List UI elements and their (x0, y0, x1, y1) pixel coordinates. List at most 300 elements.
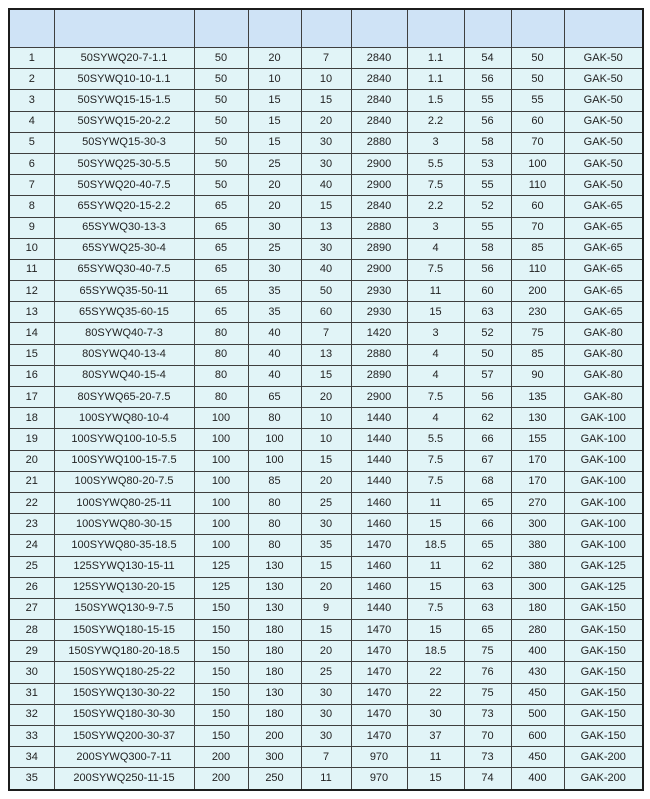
table-row (9, 535, 643, 556)
cell-speed: 1470 (351, 704, 407, 725)
cell-head: 15 (301, 620, 351, 641)
cell-power: 2.2 (407, 196, 464, 217)
cell-power: 3 (407, 217, 464, 238)
cell-flow: 100 (248, 429, 301, 450)
cell-model: 65SYWQ30-13-3 (54, 217, 194, 238)
cell-speed: 1440 (351, 408, 407, 429)
cell-outlet: 150 (194, 620, 248, 641)
cell-coupling: GAK-150 (564, 620, 643, 641)
cell-flow: 80 (248, 535, 301, 556)
cell-head: 9 (301, 598, 351, 619)
cell-outlet: 50 (194, 111, 248, 132)
cell-coupling: GAK-100 (564, 429, 643, 450)
table-row (9, 408, 643, 429)
cell-efficiency: 60 (464, 281, 511, 302)
cell-weight: 430 (511, 662, 564, 683)
cell-power: 22 (407, 662, 464, 683)
cell-power: 4 (407, 238, 464, 259)
cell-coupling: GAK-50 (564, 153, 643, 174)
cell-speed: 1470 (351, 726, 407, 747)
cell-no: 33 (9, 726, 54, 747)
cell-no: 5 (9, 132, 54, 153)
cell-model: 50SYWQ20-40-7.5 (54, 175, 194, 196)
cell-weight: 135 (511, 387, 564, 408)
cell-efficiency: 66 (464, 429, 511, 450)
cell-power: 1.1 (407, 69, 464, 90)
cell-no: 15 (9, 344, 54, 365)
table-row (9, 747, 643, 768)
table-row (9, 620, 643, 641)
cell-coupling: GAK-65 (564, 196, 643, 217)
cell-model: 125SYWQ130-20-15 (54, 577, 194, 598)
cell-coupling: GAK-80 (564, 365, 643, 386)
cell-speed: 1470 (351, 641, 407, 662)
cell-coupling: GAK-50 (564, 175, 643, 196)
cell-model: 50SYWQ15-15-1.5 (54, 90, 194, 111)
cell-coupling: GAK-125 (564, 577, 643, 598)
cell-speed: 2840 (351, 90, 407, 111)
cell-flow: 65 (248, 387, 301, 408)
cell-weight: 75 (511, 323, 564, 344)
table-body (9, 48, 643, 790)
cell-speed: 1460 (351, 577, 407, 598)
cell-coupling: GAK-50 (564, 111, 643, 132)
cell-flow: 180 (248, 620, 301, 641)
table-row (9, 641, 643, 662)
cell-outlet: 100 (194, 514, 248, 535)
cell-power: 1.5 (407, 90, 464, 111)
cell-efficiency: 70 (464, 726, 511, 747)
cell-no: 18 (9, 408, 54, 429)
cell-head: 11 (301, 768, 351, 790)
cell-head: 10 (301, 408, 351, 429)
cell-coupling: GAK-65 (564, 217, 643, 238)
cell-speed: 970 (351, 768, 407, 790)
cell-efficiency: 75 (464, 683, 511, 704)
header-cell-outlet (194, 9, 248, 48)
cell-efficiency: 76 (464, 662, 511, 683)
cell-efficiency: 56 (464, 259, 511, 280)
table-row (9, 132, 643, 153)
cell-model: 65SYWQ30-40-7.5 (54, 259, 194, 280)
cell-head: 40 (301, 259, 351, 280)
cell-flow: 300 (248, 747, 301, 768)
cell-efficiency: 66 (464, 514, 511, 535)
cell-efficiency: 67 (464, 450, 511, 471)
cell-outlet: 100 (194, 492, 248, 513)
cell-efficiency: 62 (464, 556, 511, 577)
cell-coupling: GAK-100 (564, 408, 643, 429)
cell-efficiency: 65 (464, 535, 511, 556)
cell-flow: 200 (248, 726, 301, 747)
cell-flow: 130 (248, 683, 301, 704)
cell-weight: 400 (511, 768, 564, 790)
cell-power: 15 (407, 302, 464, 323)
cell-coupling: GAK-65 (564, 302, 643, 323)
cell-efficiency: 73 (464, 747, 511, 768)
cell-weight: 70 (511, 217, 564, 238)
cell-efficiency: 55 (464, 175, 511, 196)
cell-outlet: 150 (194, 641, 248, 662)
cell-outlet: 80 (194, 344, 248, 365)
cell-speed: 2930 (351, 281, 407, 302)
cell-coupling: GAK-150 (564, 662, 643, 683)
cell-weight: 300 (511, 577, 564, 598)
cell-flow: 180 (248, 704, 301, 725)
cell-head: 30 (301, 726, 351, 747)
cell-speed: 2890 (351, 238, 407, 259)
cell-head: 20 (301, 641, 351, 662)
cell-flow: 250 (248, 768, 301, 790)
cell-weight: 600 (511, 726, 564, 747)
cell-flow: 25 (248, 153, 301, 174)
cell-outlet: 80 (194, 387, 248, 408)
cell-no: 19 (9, 429, 54, 450)
table-row (9, 196, 643, 217)
cell-speed: 1470 (351, 535, 407, 556)
cell-no: 12 (9, 281, 54, 302)
cell-flow: 80 (248, 514, 301, 535)
cell-coupling: GAK-100 (564, 514, 643, 535)
table-row (9, 111, 643, 132)
table-row (9, 323, 643, 344)
cell-weight: 50 (511, 48, 564, 69)
cell-efficiency: 63 (464, 577, 511, 598)
cell-efficiency: 52 (464, 323, 511, 344)
cell-model: 50SYWQ10-10-1.1 (54, 69, 194, 90)
cell-model: 150SYWQ200-30-37 (54, 726, 194, 747)
cell-weight: 450 (511, 683, 564, 704)
cell-no: 26 (9, 577, 54, 598)
cell-weight: 100 (511, 153, 564, 174)
table-row (9, 175, 643, 196)
cell-flow: 130 (248, 598, 301, 619)
cell-power: 1.1 (407, 48, 464, 69)
header-cell-efficiency (464, 9, 511, 48)
cell-coupling: GAK-65 (564, 259, 643, 280)
cell-outlet: 50 (194, 48, 248, 69)
cell-head: 40 (301, 175, 351, 196)
cell-head: 10 (301, 69, 351, 90)
cell-flow: 180 (248, 641, 301, 662)
cell-speed: 1460 (351, 514, 407, 535)
cell-head: 30 (301, 514, 351, 535)
cell-power: 7.5 (407, 259, 464, 280)
cell-weight: 90 (511, 365, 564, 386)
table-row (9, 471, 643, 492)
cell-efficiency: 62 (464, 408, 511, 429)
cell-head: 7 (301, 747, 351, 768)
cell-flow: 20 (248, 196, 301, 217)
header-cell-model (54, 9, 194, 48)
cell-coupling: GAK-100 (564, 535, 643, 556)
cell-weight: 200 (511, 281, 564, 302)
cell-outlet: 125 (194, 577, 248, 598)
cell-model: 100SYWQ80-35-18.5 (54, 535, 194, 556)
cell-weight: 85 (511, 344, 564, 365)
cell-head: 30 (301, 132, 351, 153)
cell-efficiency: 57 (464, 365, 511, 386)
cell-power: 4 (407, 344, 464, 365)
cell-power: 37 (407, 726, 464, 747)
cell-model: 150SYWQ130-9-7.5 (54, 598, 194, 619)
cell-no: 2 (9, 69, 54, 90)
table-header-row (9, 9, 643, 48)
table-row (9, 662, 643, 683)
cell-model: 150SYWQ180-15-15 (54, 620, 194, 641)
table-row (9, 302, 643, 323)
table-row (9, 238, 643, 259)
cell-outlet: 65 (194, 238, 248, 259)
cell-power: 7.5 (407, 175, 464, 196)
cell-model: 100SYWQ80-20-7.5 (54, 471, 194, 492)
cell-power: 7.5 (407, 387, 464, 408)
table-row (9, 48, 643, 69)
cell-coupling: GAK-80 (564, 323, 643, 344)
cell-speed: 1470 (351, 683, 407, 704)
header-cell-flow (248, 9, 301, 48)
cell-head: 13 (301, 217, 351, 238)
cell-weight: 380 (511, 535, 564, 556)
cell-speed: 2930 (351, 302, 407, 323)
cell-speed: 2900 (351, 175, 407, 196)
cell-head: 35 (301, 535, 351, 556)
cell-flow: 80 (248, 492, 301, 513)
cell-outlet: 100 (194, 429, 248, 450)
table-row (9, 90, 643, 111)
cell-model: 100SYWQ80-25-11 (54, 492, 194, 513)
cell-power: 2.2 (407, 111, 464, 132)
cell-weight: 130 (511, 408, 564, 429)
cell-weight: 55 (511, 90, 564, 111)
cell-coupling: GAK-150 (564, 704, 643, 725)
cell-no: 30 (9, 662, 54, 683)
cell-model: 80SYWQ40-13-4 (54, 344, 194, 365)
cell-head: 50 (301, 281, 351, 302)
cell-power: 22 (407, 683, 464, 704)
cell-no: 7 (9, 175, 54, 196)
header-cell-head (301, 9, 351, 48)
cell-power: 7.5 (407, 471, 464, 492)
cell-head: 13 (301, 344, 351, 365)
cell-power: 11 (407, 556, 464, 577)
cell-flow: 20 (248, 48, 301, 69)
cell-efficiency: 58 (464, 238, 511, 259)
cell-head: 25 (301, 492, 351, 513)
cell-head: 20 (301, 577, 351, 598)
cell-weight: 280 (511, 620, 564, 641)
cell-no: 34 (9, 747, 54, 768)
cell-coupling: GAK-50 (564, 48, 643, 69)
cell-flow: 100 (248, 450, 301, 471)
cell-no: 32 (9, 704, 54, 725)
cell-outlet: 200 (194, 747, 248, 768)
cell-outlet: 150 (194, 683, 248, 704)
cell-model: 200SYWQ250-11-15 (54, 768, 194, 790)
cell-coupling: GAK-100 (564, 450, 643, 471)
cell-efficiency: 63 (464, 598, 511, 619)
cell-speed: 1460 (351, 556, 407, 577)
cell-flow: 35 (248, 281, 301, 302)
cell-no: 20 (9, 450, 54, 471)
cell-no: 14 (9, 323, 54, 344)
table-header (9, 9, 643, 48)
cell-weight: 155 (511, 429, 564, 450)
cell-model: 150SYWQ180-25-22 (54, 662, 194, 683)
cell-weight: 170 (511, 471, 564, 492)
cell-weight: 110 (511, 175, 564, 196)
cell-no: 31 (9, 683, 54, 704)
cell-weight: 400 (511, 641, 564, 662)
cell-model: 80SYWQ40-7-3 (54, 323, 194, 344)
table-row (9, 344, 643, 365)
cell-outlet: 65 (194, 302, 248, 323)
cell-no: 35 (9, 768, 54, 790)
cell-coupling: GAK-65 (564, 238, 643, 259)
cell-speed: 970 (351, 747, 407, 768)
cell-flow: 130 (248, 577, 301, 598)
cell-model: 100SYWQ80-30-15 (54, 514, 194, 535)
cell-head: 15 (301, 196, 351, 217)
cell-no: 24 (9, 535, 54, 556)
cell-outlet: 50 (194, 90, 248, 111)
cell-flow: 15 (248, 132, 301, 153)
cell-weight: 60 (511, 196, 564, 217)
cell-head: 10 (301, 429, 351, 450)
cell-power: 5.5 (407, 429, 464, 450)
table-row (9, 704, 643, 725)
cell-head: 7 (301, 48, 351, 69)
cell-outlet: 150 (194, 704, 248, 725)
cell-coupling: GAK-50 (564, 69, 643, 90)
cell-power: 15 (407, 514, 464, 535)
cell-head: 30 (301, 704, 351, 725)
cell-speed: 2900 (351, 259, 407, 280)
cell-outlet: 50 (194, 153, 248, 174)
cell-speed: 2840 (351, 111, 407, 132)
cell-power: 7.5 (407, 450, 464, 471)
table-row (9, 726, 643, 747)
cell-no: 11 (9, 259, 54, 280)
cell-head: 15 (301, 450, 351, 471)
table-row (9, 514, 643, 535)
cell-coupling: GAK-50 (564, 132, 643, 153)
cell-speed: 2840 (351, 48, 407, 69)
cell-model: 50SYWQ25-30-5.5 (54, 153, 194, 174)
cell-speed: 1470 (351, 662, 407, 683)
cell-no: 28 (9, 620, 54, 641)
cell-model: 100SYWQ100-15-7.5 (54, 450, 194, 471)
cell-efficiency: 74 (464, 768, 511, 790)
cell-power: 15 (407, 620, 464, 641)
cell-outlet: 100 (194, 408, 248, 429)
cell-outlet: 65 (194, 259, 248, 280)
cell-flow: 30 (248, 259, 301, 280)
cell-outlet: 80 (194, 365, 248, 386)
cell-power: 11 (407, 492, 464, 513)
cell-model: 150SYWQ180-20-18.5 (54, 641, 194, 662)
cell-weight: 380 (511, 556, 564, 577)
cell-head: 20 (301, 387, 351, 408)
cell-coupling: GAK-200 (564, 747, 643, 768)
cell-speed: 2880 (351, 132, 407, 153)
cell-speed: 2880 (351, 217, 407, 238)
cell-speed: 2900 (351, 153, 407, 174)
cell-weight: 50 (511, 69, 564, 90)
cell-power: 4 (407, 408, 464, 429)
table-row (9, 577, 643, 598)
cell-no: 27 (9, 598, 54, 619)
cell-power: 30 (407, 704, 464, 725)
cell-power: 15 (407, 768, 464, 790)
cell-speed: 2840 (351, 69, 407, 90)
cell-no: 21 (9, 471, 54, 492)
cell-power: 3 (407, 132, 464, 153)
table-row (9, 153, 643, 174)
cell-coupling: GAK-80 (564, 387, 643, 408)
cell-speed: 1420 (351, 323, 407, 344)
cell-efficiency: 73 (464, 704, 511, 725)
cell-no: 6 (9, 153, 54, 174)
table-row (9, 259, 643, 280)
table-row (9, 69, 643, 90)
cell-speed: 2880 (351, 344, 407, 365)
cell-efficiency: 65 (464, 620, 511, 641)
cell-power: 11 (407, 281, 464, 302)
cell-weight: 270 (511, 492, 564, 513)
cell-speed: 1440 (351, 598, 407, 619)
cell-model: 50SYWQ15-20-2.2 (54, 111, 194, 132)
cell-coupling: GAK-150 (564, 641, 643, 662)
cell-outlet: 150 (194, 598, 248, 619)
table-row (9, 492, 643, 513)
cell-weight: 300 (511, 514, 564, 535)
cell-outlet: 100 (194, 450, 248, 471)
cell-efficiency: 52 (464, 196, 511, 217)
cell-outlet: 50 (194, 69, 248, 90)
cell-outlet: 125 (194, 556, 248, 577)
cell-outlet: 50 (194, 132, 248, 153)
cell-outlet: 100 (194, 535, 248, 556)
cell-model: 80SYWQ65-20-7.5 (54, 387, 194, 408)
cell-outlet: 80 (194, 323, 248, 344)
cell-speed: 2900 (351, 387, 407, 408)
cell-weight: 230 (511, 302, 564, 323)
cell-power: 18.5 (407, 535, 464, 556)
cell-flow: 15 (248, 90, 301, 111)
cell-weight: 85 (511, 238, 564, 259)
cell-speed: 1470 (351, 620, 407, 641)
cell-speed: 1440 (351, 429, 407, 450)
table-row (9, 598, 643, 619)
cell-no: 3 (9, 90, 54, 111)
cell-power: 4 (407, 365, 464, 386)
cell-efficiency: 56 (464, 387, 511, 408)
cell-weight: 500 (511, 704, 564, 725)
cell-outlet: 150 (194, 726, 248, 747)
table-row (9, 450, 643, 471)
cell-power: 15 (407, 577, 464, 598)
cell-efficiency: 55 (464, 217, 511, 238)
cell-weight: 70 (511, 132, 564, 153)
cell-coupling: GAK-150 (564, 683, 643, 704)
cell-head: 15 (301, 365, 351, 386)
cell-outlet: 200 (194, 768, 248, 790)
cell-model: 200SYWQ300-7-11 (54, 747, 194, 768)
header-cell-speed (351, 9, 407, 48)
cell-power: 3 (407, 323, 464, 344)
cell-head: 30 (301, 683, 351, 704)
